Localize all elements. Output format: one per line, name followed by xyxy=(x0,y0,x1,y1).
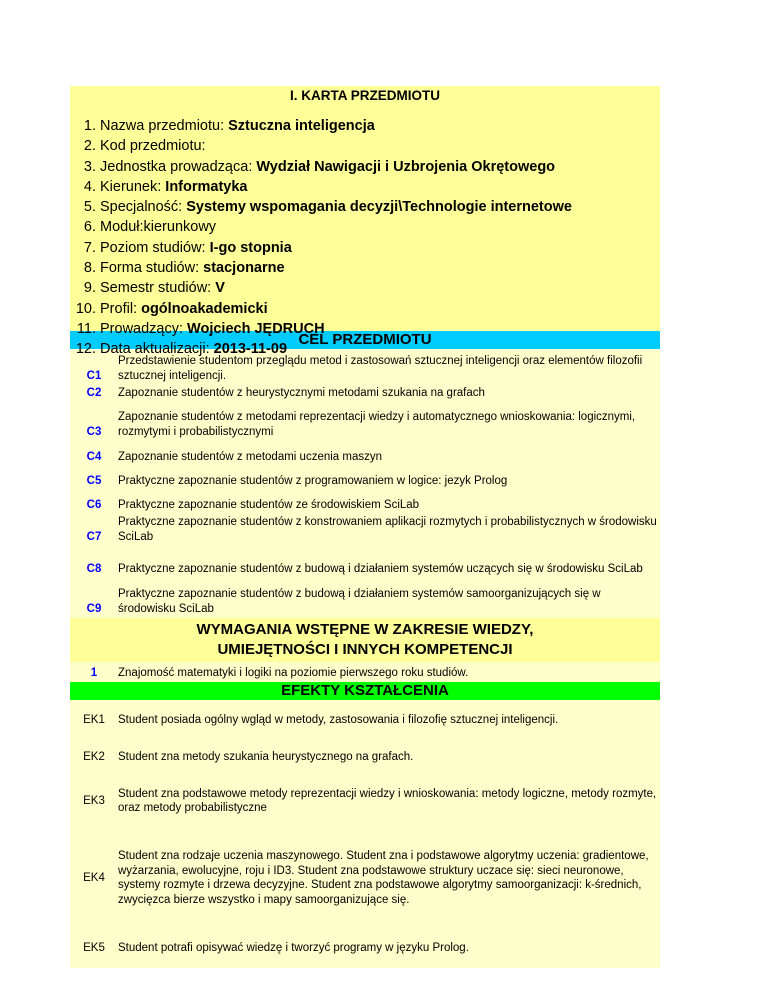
row-code: C9 xyxy=(86,602,102,615)
row-text: Zapoznanie studentów z metodami uczenia maszyn xyxy=(118,450,383,463)
row-text: Praktyczne zapoznanie studentów ze środowiskiem SciLab xyxy=(118,498,420,511)
row-text: Student zna metody szukania heurystycznego na grafach. xyxy=(118,750,414,763)
row-text: Praktyczne zapoznanie studentów z programowaniem w logice: jezyk Prolog xyxy=(118,474,508,487)
req-title-line-1: WYMAGANIA WSTĘPNE W ZAKRESIE WIEDZY, xyxy=(196,621,534,638)
row-code: EK3 xyxy=(83,794,105,807)
row-text: Student potrafi opisywać wiedzę i tworzyć programy w języku Prolog. xyxy=(118,941,469,954)
row-code: C4 xyxy=(86,450,102,463)
row-text: Praktyczne zapoznanie studentów z konstrowaniem aplikacji rozmytych i probabilistycznych w środowisku SciLab xyxy=(118,516,657,543)
row-text: Znajomość matematyki i logiki na poziomie pierwszego roku studiów. xyxy=(118,666,469,679)
cel-section xyxy=(70,349,660,618)
table-row xyxy=(70,402,660,441)
card-title: I. KARTA PRZEDMIOTU xyxy=(290,88,440,103)
course-card-sheet xyxy=(70,86,660,968)
info-row-semester: 9. Semestr studiów: V xyxy=(83,280,225,297)
info-row-specialty: 5. Specjalność: Systemy wspomagania decyzji\Technologie internetowe xyxy=(83,199,572,216)
row-code: EK2 xyxy=(83,750,105,763)
info-row-form: 8. Forma studiów: stacjonarne xyxy=(83,260,285,277)
row-code: C6 xyxy=(86,498,102,511)
info-row-code: 2. Kod przedmiotu: xyxy=(83,138,206,155)
table-row xyxy=(70,466,660,490)
row-code: EK1 xyxy=(83,713,105,726)
info-row-level: 7. Poziom studiów: I-go stopnia xyxy=(83,239,292,256)
info-row-lecturer: 11. Prowadzący: Wojciech JĘDRUCH xyxy=(76,320,325,337)
info-row-profile: 10. Profil: ogólnoakademicki xyxy=(75,300,268,317)
req-title-line-2: UMIEJĘTNOŚCI I INNYCH KOMPETENCJI xyxy=(217,641,513,658)
row-code: EK4 xyxy=(83,871,105,884)
ef-section xyxy=(70,700,660,968)
row-text: Student zna podstawowe metody reprezentacji wiedzy i wnioskowania: metody logiczne, metody rozmyte, oraz metody probabilistyczne xyxy=(118,787,657,814)
section-title-cel: CEL PRZEDMIOTU xyxy=(70,331,660,349)
info-row-module: 6. Moduł:kierunkowy xyxy=(83,219,217,236)
table-row xyxy=(70,490,660,514)
table-row xyxy=(70,774,660,828)
row-text: Przedstawienie studentom przeglądu metod i zastosowań sztucznej inteligencji oraz elementów filozofii sztucznej inteligencji. xyxy=(118,355,643,382)
row-code: 1 xyxy=(90,666,98,679)
course-info-list xyxy=(70,116,660,360)
row-text: Praktyczne zapoznanie studentów z budową i działaniem systemów uczących się w środowisku SciLab xyxy=(118,562,643,575)
table-row xyxy=(70,441,660,466)
row-text: Praktyczne zapoznanie studentów z budową i działaniem systemów samoorganizujących się w środowisku SciLab xyxy=(118,588,601,615)
req-section xyxy=(70,662,660,682)
row-text: Zapoznanie studentów z heurystycznymi metodami szukania na grafach xyxy=(118,386,485,399)
row-text: Student posiada ogólny wgląd w metody, zastosowania i filozofię sztucznej inteligencji. xyxy=(118,713,559,726)
info-row-unit: 3. Jednostka prowadząca: Wydział Nawigacji i Uzbrojenia Okrętowego xyxy=(83,158,556,175)
row-code: C1 xyxy=(86,369,102,382)
table-row xyxy=(70,928,660,968)
row-text: Student zna rodzaje uczenia maszynowego. Student zna i podstawowe algorytmy uczenia: gradientowe, wyżarzania, ewolucyjne, roju i ID3. Student zna podstawowe struktury uczace się: sieci neuronowe, systemy rozmyte i drzewa decyzyjne. Student zna podstawowe algorytmy samoorganizacji: k-średnich, zwycięzca bierze wszystko i mapy samoorganizujące się. xyxy=(118,850,649,906)
info-row-updated: 12. Data aktualizacji: 2013-11-09 xyxy=(75,341,288,358)
table-row xyxy=(70,385,660,402)
table-row xyxy=(70,662,660,682)
row-code: C5 xyxy=(86,474,102,487)
row-text: Zapoznanie studentów z metodami reprezentacji wiedzy i automatycznego wnioskowania: logicznymi, rozmytymi i probabilistycznymi xyxy=(118,411,636,438)
table-row xyxy=(70,546,660,578)
info-row-field: 4. Kierunek: Informatyka xyxy=(83,178,248,195)
row-code: C3 xyxy=(86,425,102,438)
info-row-name: 1. Nazwa przedmiotu: Sztuczna inteligencja xyxy=(83,118,375,134)
section-title-req xyxy=(70,618,660,662)
row-code: C8 xyxy=(86,562,102,575)
row-code: C7 xyxy=(86,530,102,543)
table-row xyxy=(70,514,660,546)
section-title-ef: EFEKTY KSZTAŁCENIA xyxy=(70,682,660,700)
table-row xyxy=(70,740,660,774)
row-code: EK5 xyxy=(83,941,105,954)
table-row xyxy=(70,700,660,740)
table-row xyxy=(70,828,660,928)
table-row xyxy=(70,578,660,618)
row-code: C2 xyxy=(86,386,102,399)
